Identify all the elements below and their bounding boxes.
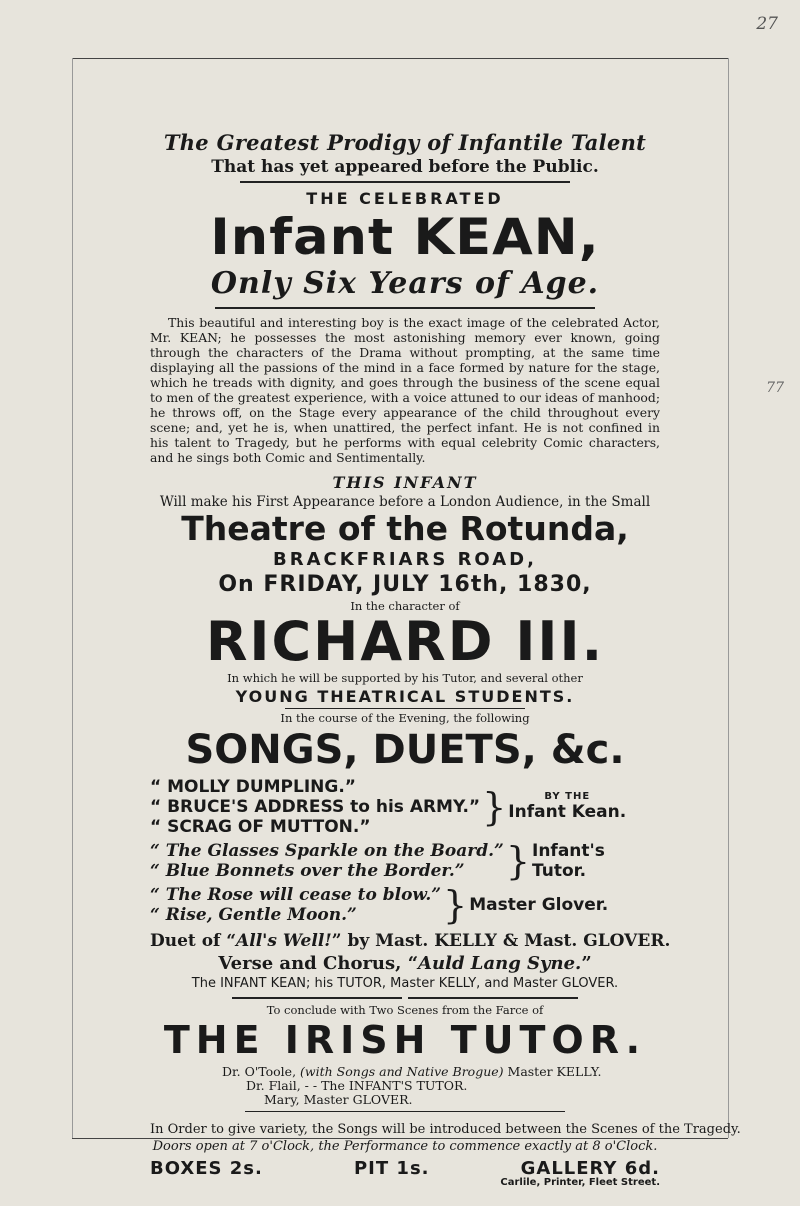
brace: } [505,838,530,883]
song-title: “ The Glasses Sparkle on the Board.” [150,840,504,861]
sheet-border-top [72,58,728,59]
credit-small: BY THE [544,791,591,803]
cast-role: Dr. Flail, [246,1077,301,1093]
page-number: 27 [756,14,778,34]
song-credit: Master Glover. [469,894,609,915]
sheet-border-left [72,58,73,1138]
printer-imprint: Carlile, Printer, Fleet Street. [500,1176,660,1188]
order-note: In Order to give variety, the Songs will be introduced between the Scenes of the Tragedy. [150,1121,741,1137]
brace: } [482,784,507,829]
song-title: “ The Rose will cease to blow.” [150,884,442,905]
song-title: “ Rise, Gentle Moon.” [150,904,357,925]
chorus-prefix: Verse and Chorus, “ [218,952,419,974]
cast-row [222,1093,660,1107]
the-celebrated: THE CELEBRATED [306,189,504,208]
supported-by: In which he will be supported by his Tutor, and several other [227,670,583,685]
song-title: “ Blue Bonnets over the Border.” [150,860,465,881]
song-title: “ SCRAG OF MUTTON.” [150,816,371,837]
performance-date: On FRIDAY, JULY 16th, 1830, [218,571,592,597]
duet-title: All's Well! [236,930,332,951]
character-intro: In the character of [350,598,460,613]
age-line: Only Six Years of Age. [210,266,600,301]
duet-suffix: ” by Mast. KELLY & Mast. GLOVER. [331,930,671,951]
price-list [150,1158,660,1179]
brace: } [443,882,468,927]
song-group-infant-kean [150,777,660,837]
divider [150,997,660,999]
song-credit: Infant's Tutor. [532,840,605,881]
students: YOUNG THEATRICAL STUDENTS. [235,686,575,706]
song-group-tutor [150,838,660,883]
divider [285,708,525,709]
cast-note: (with Songs and Native Brogue) [300,1063,504,1079]
divider [245,1111,565,1112]
cast-note: - - [304,1077,318,1093]
performers: The INFANT KEAN; his TUTOR, Master KELLY, and Master GLOVER. [191,975,619,991]
song-credit [508,791,626,822]
evening-intro: In the course of the Evening, the following [280,710,530,725]
conclude-line: To conclude with Two Scenes from the Farce of [266,1002,544,1017]
sheet-border-right [728,58,729,1138]
star-name: Infant KEAN, [210,208,600,266]
duet-prefix: Duet of “ [150,930,237,951]
duet-line [150,930,671,951]
credit-name: Infant Kean. [508,802,627,823]
divider [240,181,570,183]
chorus-suffix: ” [581,952,592,974]
this-infant: THIS INFANT [332,473,478,492]
song-title: “ BRUCE'S ADDRESS to his ARMY.” [150,796,481,817]
farce-title: THE IRISH TUTOR. [163,1017,647,1062]
chorus-title: Auld Lang Syne. [418,952,582,974]
cast-actor: Master GLOVER. [303,1091,413,1107]
cast-row [222,1079,660,1093]
price-gallery: GALLERY 6d. [520,1157,660,1179]
description: This beautiful and interesting boy is the exact image of the celebrated Actor, Mr. KEAN; he possesses the most astonishing memory ever known, going through the characters of the Drama without prompting, at the same time displaying all the passions of the mind in a face formed by nature for the stage, which he treads with dignity, and goes through the business of the scene equal to men of the greatest experience, with a voice attuned to our ideas of manhood; he throws off, on the Stage every appearance of the child throughout every scene; and, yet he is, when unattired, the perfect infant. He is not confined in his talent to Tragedy, but he performs with equal celebrity Comic characters, and he sings both Comic and Sentimentally. [150,315,660,465]
cast-row [222,1065,660,1079]
road: BRACKFRIARS ROAD, [273,548,537,570]
price-boxes: BOXES 2s. [150,1157,263,1179]
cast-list [222,1065,660,1107]
song-title: “ MOLLY DUMPLING.” [150,776,356,797]
cast-actor: Master KELLY. [507,1063,602,1079]
play-title: RICHARD III. [205,609,605,673]
chorus-line [150,953,660,974]
price-pit: PIT 1s. [353,1157,430,1179]
doors-note: Doors open at 7 o'Clock, the Performance to commence exactly at 8 o'Clock. [152,1138,658,1154]
theatre-name: Theatre of the Rotunda, [181,509,629,548]
cast-role: Dr. O'Toole, [222,1063,297,1079]
headline-line1: The Greatest Prodigy of Infantile Talent [163,130,647,155]
songs-heading: SONGS, DUETS, &c. [185,726,625,773]
divider [215,307,595,309]
cast-actor: The INFANT'S TUTOR. [321,1077,468,1093]
cast-role: Mary, [264,1091,300,1107]
debut-line: Will make his First Appearance before a London Audience, in the Small [159,494,651,510]
headline-line2: That has yet appeared before the Public. [211,157,599,177]
playbill [150,130,741,1188]
margin-note: 77 [766,380,784,396]
song-group-glover [150,882,660,927]
